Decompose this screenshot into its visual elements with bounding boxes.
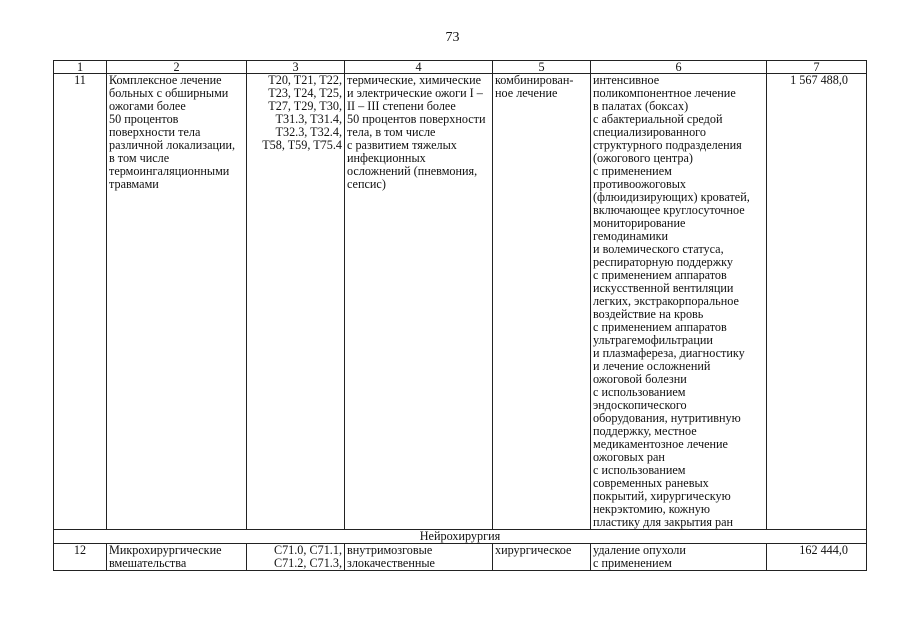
section-title: Нейрохирургия (54, 530, 867, 544)
column-number: 2 (107, 61, 247, 74)
care-name: Комплексное лечение больных с обширными ожогами более 50 процентов поверхности тела различной локализации, в том числе термоингаляционными травмами (107, 74, 247, 530)
column-number: 5 (493, 61, 591, 74)
patient-model: термические, химические и электрические ожоги I – II – III степени более 50 процентов поверхности тела, в том числе с развитием тяжелых инфекционных осложнений (пневмония, сепсис) (345, 74, 493, 530)
page-number: 73 (445, 30, 460, 45)
section-row (54, 530, 867, 544)
medical-care-table (53, 60, 867, 571)
column-number: 1 (54, 61, 107, 74)
treatment-type: комбинирован- ное лечение (493, 74, 591, 530)
treatment-method: удаление опухоли с применением (591, 544, 767, 571)
column-number-row (54, 61, 867, 74)
cost-value: 162 444,0 (767, 544, 867, 571)
treatment-method: интенсивное поликомпонентное лечение в палатах (боксах) с абактериальной средой специализированного структурного подразделения (ожогового центра) с применением противоожоговых (флюидизирующих) кроватей, включающее круглосуточное мониторирование гемодинамики и волемического статуса, респираторную поддержку с применением аппаратов искусственной вентиляции легких, экстракорпоральное воздействие на кровь с применением аппаратов ультрагемофильтрации и плазмафереза, диагностику и лечение осложнений ожоговой болезни с использованием эндоскопического оборудования, нутритивную поддержку, местное медикаментозное лечение ожоговых ран с использованием современных раневых покрытий, хирургическую некрэктомию, кожную пластику для закрытия ран (591, 74, 767, 530)
care-name: Микрохирургические вмешательства (107, 544, 247, 571)
table-row (54, 74, 867, 530)
row-number: 12 (54, 544, 107, 571)
patient-model: внутримозговые злокачественные (345, 544, 493, 571)
column-number: 4 (345, 61, 493, 74)
row-number: 11 (54, 74, 107, 530)
column-number: 6 (591, 61, 767, 74)
table-row (54, 544, 867, 571)
icd-codes: T20, T21, T22, T23, T24, T25, T27, T29, T30, T31.3, T31.4, T32.3, T32.4, T58, T59, T75.4 (247, 74, 345, 530)
column-number: 3 (247, 61, 345, 74)
icd-codes: C71.0, C71.1, C71.2, C71.3, (247, 544, 345, 571)
treatment-type: хирургическое (493, 544, 591, 571)
cost-value: 1 567 488,0 (767, 74, 867, 530)
column-number: 7 (767, 61, 867, 74)
